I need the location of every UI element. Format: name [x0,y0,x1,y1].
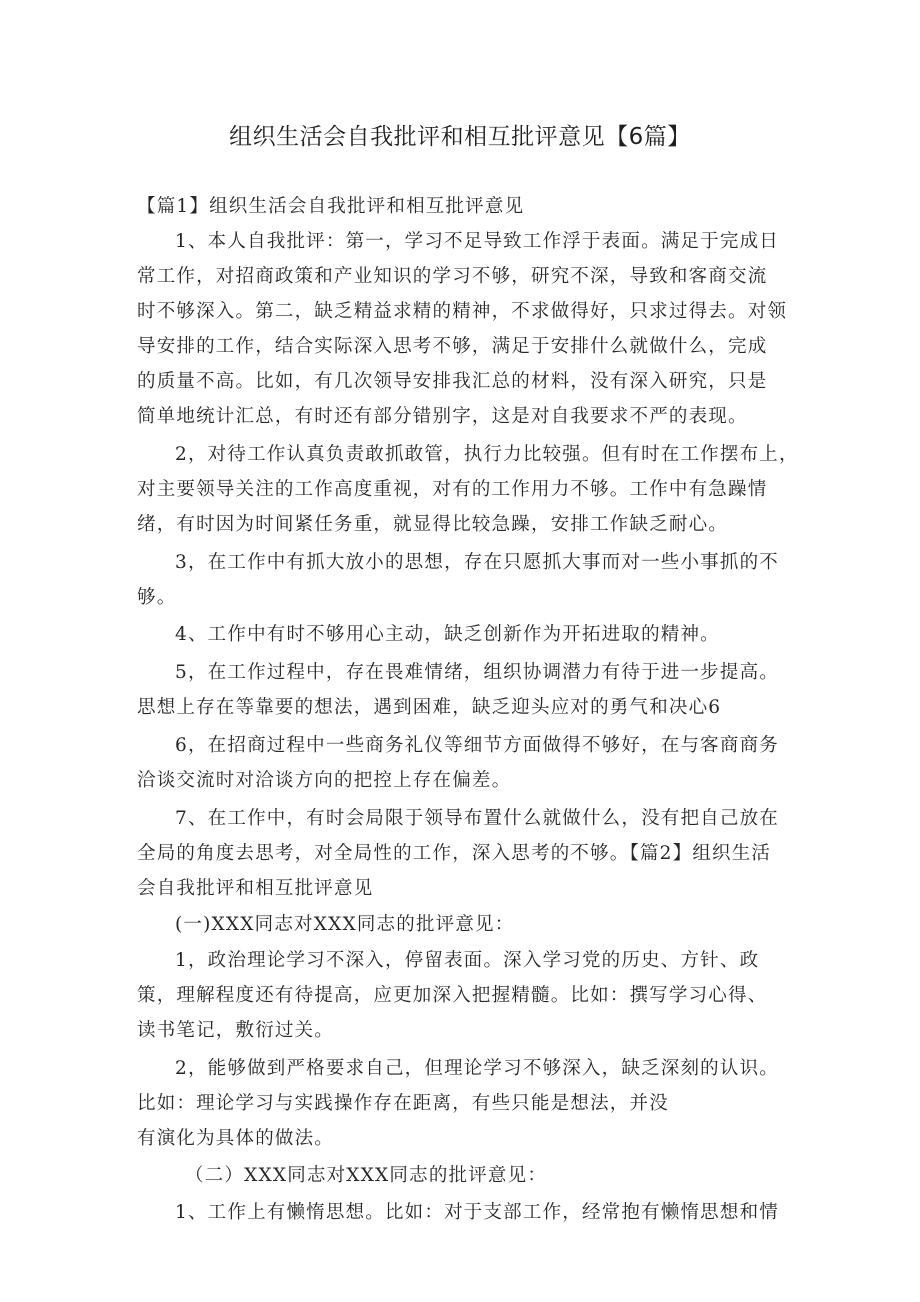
paragraph-line: 比如：理论学习与实践操作存在距离，有些只能是想法，并没 [137,1093,669,1114]
paragraph-line: 3，在工作中有抓大放小的思想，存在只愿抓大事而对一些小事抓的不 [175,552,779,573]
paragraph-line: 5，在工作过程中，存在畏难情绪，组织协调潜力有待于进一步提高。 [175,662,779,683]
paragraph-line: 1，政治理论学习不深入，停留表面。深入学习党的历史、方针、政 [175,950,760,971]
paragraph-line: 4、工作中有时不够用心主动，缺乏创新作为开拓进取的精神。 [175,624,720,645]
paragraph-line: 【篇1】组织生活会自我批评和相互批评意见 [137,196,525,217]
paragraph-line: 绪，有时因为时间紧任务重，就显得比较急躁，安排工作缺乏耐心。 [137,514,729,535]
paragraph-line: 导安排的工作，结合实际深入思考不够，满足于安排什么就做什么，完成 [137,336,768,357]
paragraph-line: 7、在工作中，有时会局限于领导布置什么就做什么，没有把自己放在 [175,808,779,829]
paragraph-line: 1、本人自我批评：第一，学习不足导致工作浮于表面。满足于完成日 [175,231,779,252]
paragraph-line: 简单地统计汇总，有时还有部分错别字，这是对自我要求不严的表现。 [137,406,748,427]
paragraph-line: 策，理解程度还有待提高，应更加深入把握精髓。比如：撰写学习心得、 [137,985,768,1006]
paragraph-line: 有演化为具体的做法。 [137,1128,335,1149]
paragraph-line: 2，能够做到严格要求自己，但理论学习不够深入，缺乏深刻的认识。 [175,1058,779,1079]
paragraph-line: （二）XXX同志对XXX同志的批评意见： [185,1165,548,1186]
paragraph-line: 读书笔记，敷衍过关。 [137,1020,335,1041]
paragraph-line: 2，对待工作认真负责敢抓敢管，执行力比较强。但有时在工作摆布上， [175,444,799,465]
paragraph-line: 6，在招商过程中一些商务礼仪等细节方面做得不够好，在与客商商务 [175,735,779,756]
paragraph-line: 思想上存在等靠要的想法，遇到困难，缺乏迎头应对的勇气和决心6 [137,697,722,718]
paragraph-line: 对主要领导关注的工作高度重视，对有的工作用力不够。工作中有急躁情 [137,479,768,500]
paragraph-line: 的质量不高。比如，有几次领导安排我汇总的材料，没有深入研究，只是 [137,371,768,392]
paragraph-line: 够。 [137,587,177,608]
paragraph-line: 洽谈交流时对洽谈方向的把控上存在偏差。 [137,770,512,791]
document-title: 组织生活会自我批评和相互批评意见【6篇】 [229,124,691,150]
paragraph-line: 1、工作上有懒惰思想。比如：对于支部工作，经常抱有懒惰思想和情 [175,1202,779,1223]
paragraph-line: (一)XXX同志对XXX同志的批评意见： [175,914,515,935]
paragraph-line: 常工作，对招商政策和产业知识的学习不够，研究不深，导致和客商交流 [137,266,768,287]
paragraph-line: 全局的角度去思考，对全局性的工作，深入思考的不够。【篇2】组织生活 [137,843,772,864]
paragraph-line: 会自我批评和相互批评意见 [137,878,374,899]
paragraph-line: 时不够深入。第二，缺乏精益求精的精神，不求做得好，只求过得去。对领 [137,301,788,322]
